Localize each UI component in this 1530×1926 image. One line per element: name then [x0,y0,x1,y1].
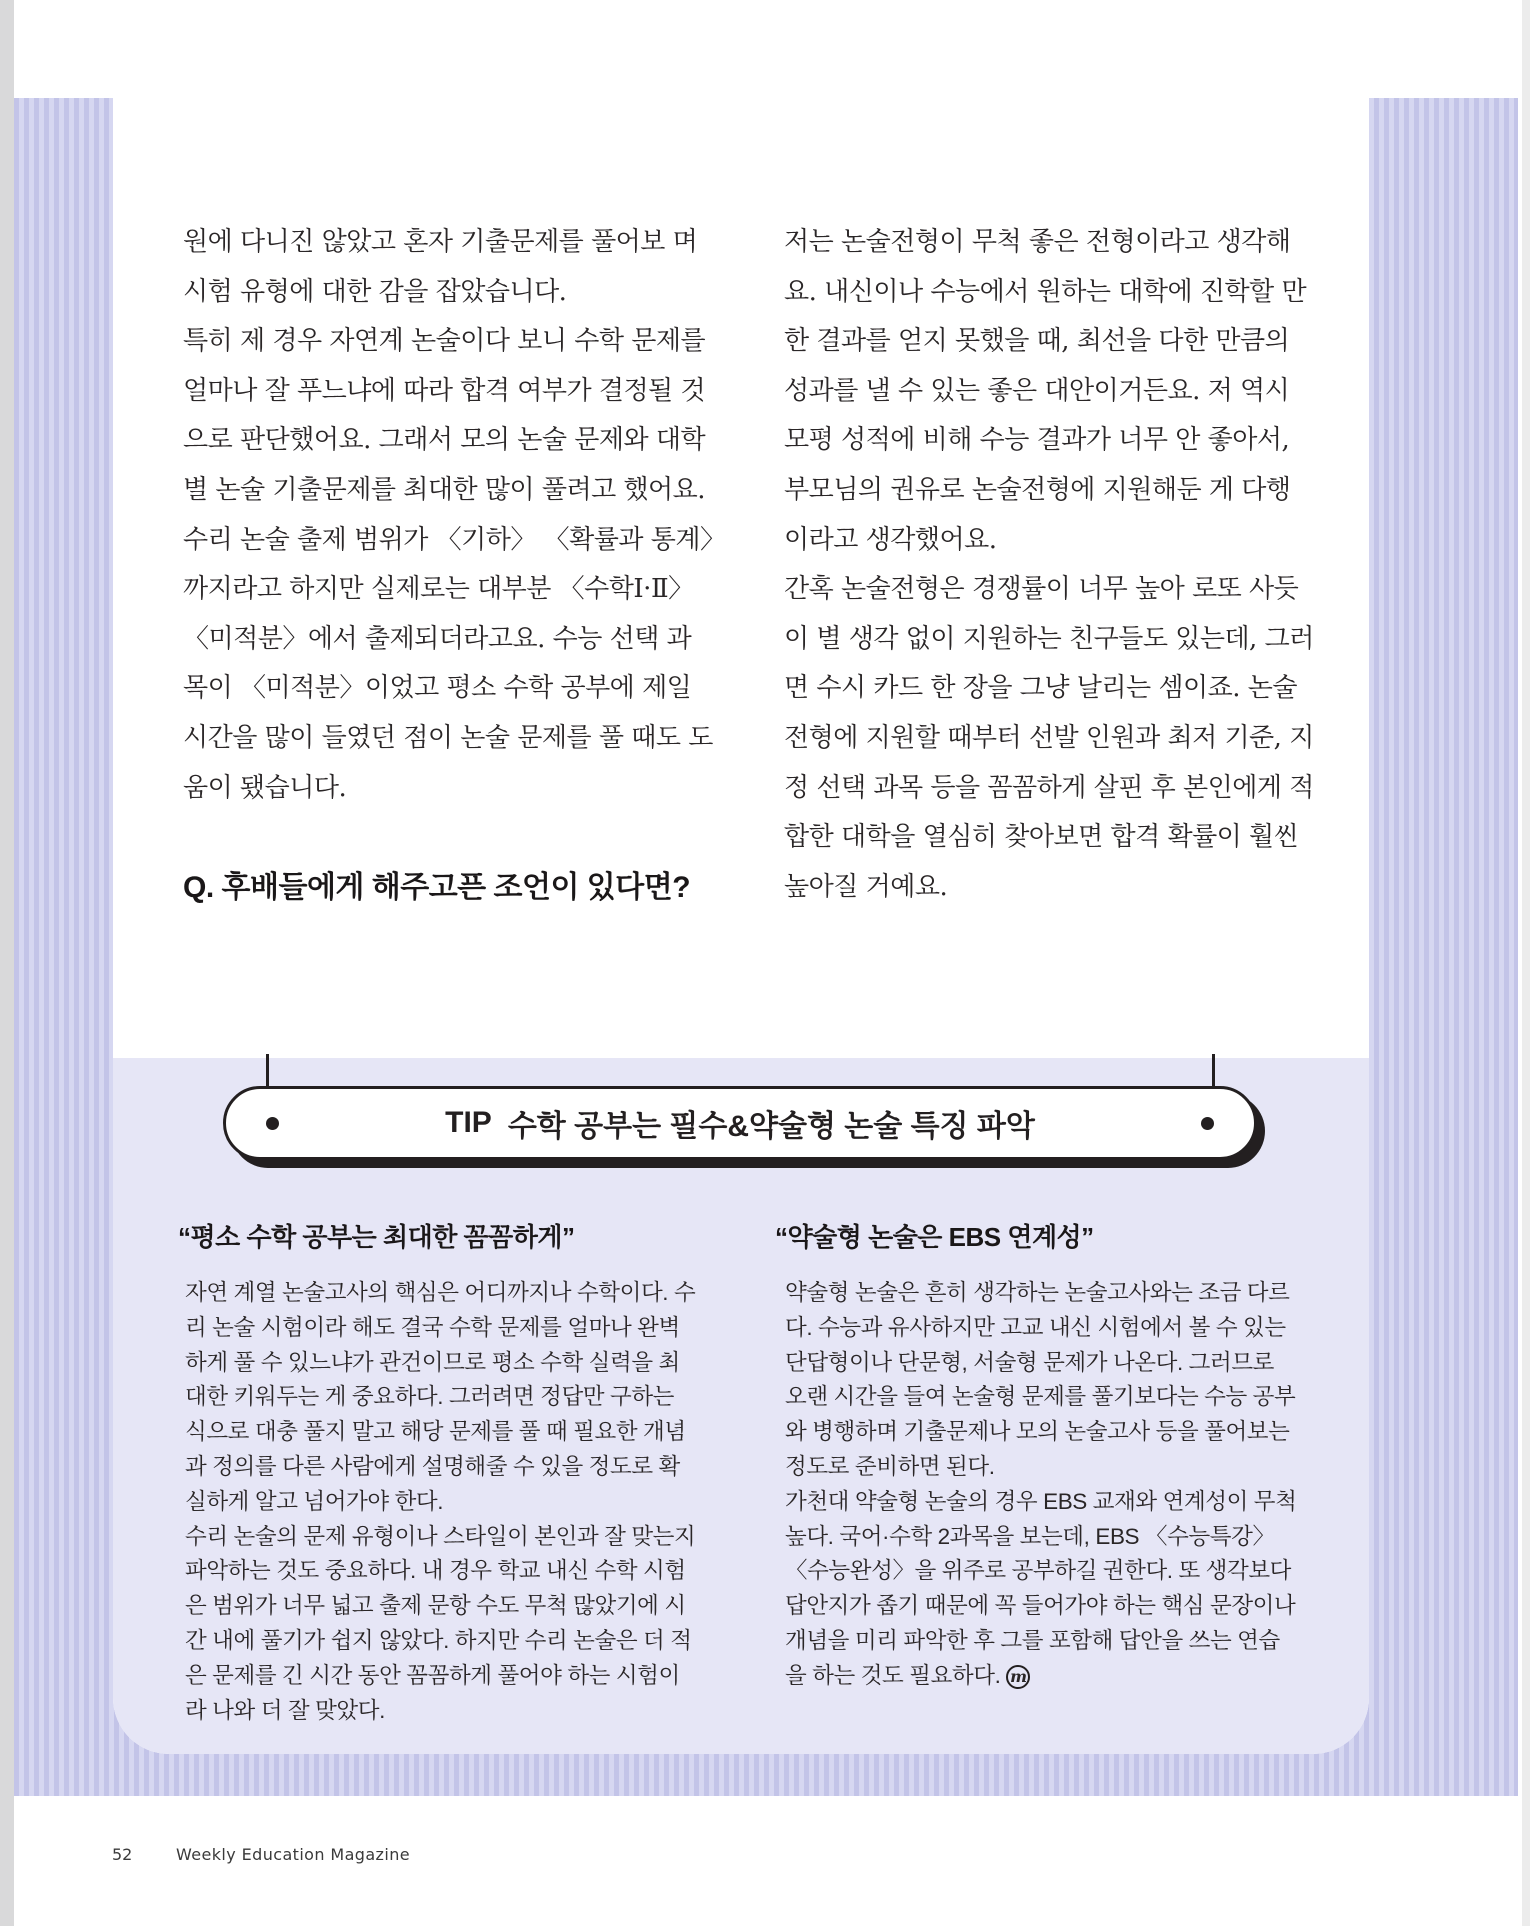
tip-paragraph-text: 가천대 약술형 논술의 경우 EBS 교재와 연계성이 무척 높다. 국어·수학 2과목을 보는데, EBS 〈수능특강〉 〈수능완성〉을 위주로 공부하길 권한다. 또 생각보다 답안지가 좁기 때문에 꼭 들어가야 하는 핵심 문장이나 개념을 미리 파악한 후 그를 포함해 답안을 쓰는 연습을 하는 것도 필요하다. [785,1488,1297,1688]
tip-paragraph: 자연 계열 논술고사의 핵심은 어디까지나 수학이다. 수리 논술 시험이라 해도 결국 수학 문제를 얼마나 완벽하게 풀 수 있느냐가 관건이므로 평소 수학 실력을 최대한 키워두는 게 중요하다. 그러려면 정답만 구하는 식으로 대충 풀지 말고 해당 문제를 풀 때 필요한 개념과 정의를 다른 사람에게 설명해줄 수 있을 정도로 확실하게 알고 넘어가야 한다. [185,1280,696,1514]
article-right-column [784,218,1314,912]
article-paragraph: 간혹 논술전형은 경쟁률이 너무 높아 로또 사듯이 별 생각 없이 지원하는 친구들도 있는데, 그러면 수시 카드 한 장을 그냥 날리는 셈이죠. 논술전형에 지원할 때부터 선발 인원과 최저 기준, 지정 선택 과목 등을 꼼꼼하게 살핀 후 본인에게 적합한 대학을 열심히 찾아보면 합격 확률이 훨씬 높아질 거예요. [784,574,1314,902]
banner-dot-icon [266,1117,279,1130]
tip-right-heading: “약술형 논술은 EBS 연계성” [775,1222,1094,1252]
article-paragraph: 원에 다니진 않았고 혼자 기출문제를 풀어보 며 시험 유형에 대한 감을 잡았습니다. [183,227,698,307]
tip-left-column [185,1276,700,1728]
magazine-name: Weekly Education Magazine [176,1845,410,1864]
tip-left-heading: “평소 수학 공부는 최대한 꼼꼼하게” [178,1222,575,1252]
article-end-icon: m [1006,1665,1030,1689]
article-paragraph: 특히 제 경우 자연계 논술이다 보니 수학 문제를 얼마나 잘 푸느냐에 따라 합격 여부가 결정될 것으로 판단했어요. 그래서 모의 논술 문제와 대학별 논술 기출문제를 최대한 많이 풀려고 했어요. 수리 논술 출제 범위가 〈기하〉 〈확률과 통계〉까지라고 하지만 실제로는 대부분 〈수학Ⅰ·Ⅱ〉 〈미적분〉에서 출제되더라고요. 수능 선택 과목이 〈미적분〉이었고 평소 수학 공부에 제일 시간을 많이 들였던 점이 논술 문제를 풀 때도 도움이 됐습니다. [183,326,713,803]
article-paragraph: 저는 논술전형이 무척 좋은 전형이라고 생각해요. 내신이나 수능에서 원하는 대학에 진학할 만한 결과를 얻지 못했을 때, 최선을 다한 만큼의 성과를 낼 수 있는 좋은 대안이거든요. 저 역시 모평 성적에 비해 수능 결과가 너무 안 좋아서, 부모님의 권유로 논술전형에 지원해둔 게 다행이라고 생각했어요. [784,227,1307,555]
tip-paragraph: 수리 논술의 문제 유형이나 스타일이 본인과 잘 맞는지 파악하는 것도 중요하다. 내 경우 학교 내신 수학 시험은 범위가 너무 넓고 출제 문항 수도 무척 많았기에 시간 내에 풀기가 쉽지 않았다. 하지만 수리 논술은 더 적은 문제를 긴 시간 동안 꼼꼼하게 풀어야 하는 시험이라 나와 더 잘 맞았다. [185,1523,696,1723]
tip-banner [223,1086,1257,1160]
tip-paragraph: 약술형 논술은 흔히 생각하는 논술고사와는 조금 다르다. 수능과 유사하지만 고교 내신 시험에서 볼 수 있는 단답형이나 단문형, 서술형 문제가 나온다. 그러므로 오랜 시간을 들여 논술형 문제를 풀기보다는 수능 공부와 병행하며 기출문제나 모의 논술고사 등을 풀어보는 정도로 준비하면 된다. [785,1280,1296,1479]
article-left-column [183,218,713,813]
tip-right-column [785,1276,1297,1694]
banner-dot-icon [1201,1117,1214,1130]
tip-title: 수학 공부는 필수&약술형 논술 특징 파악 [507,1110,1035,1143]
tip-paragraph-last [785,1485,1297,1694]
interview-question: Q. 후배들에게 해주고픈 조언이 있다면? [183,871,691,904]
page-number: 52 [112,1845,133,1864]
tip-label: TIP [445,1106,492,1139]
